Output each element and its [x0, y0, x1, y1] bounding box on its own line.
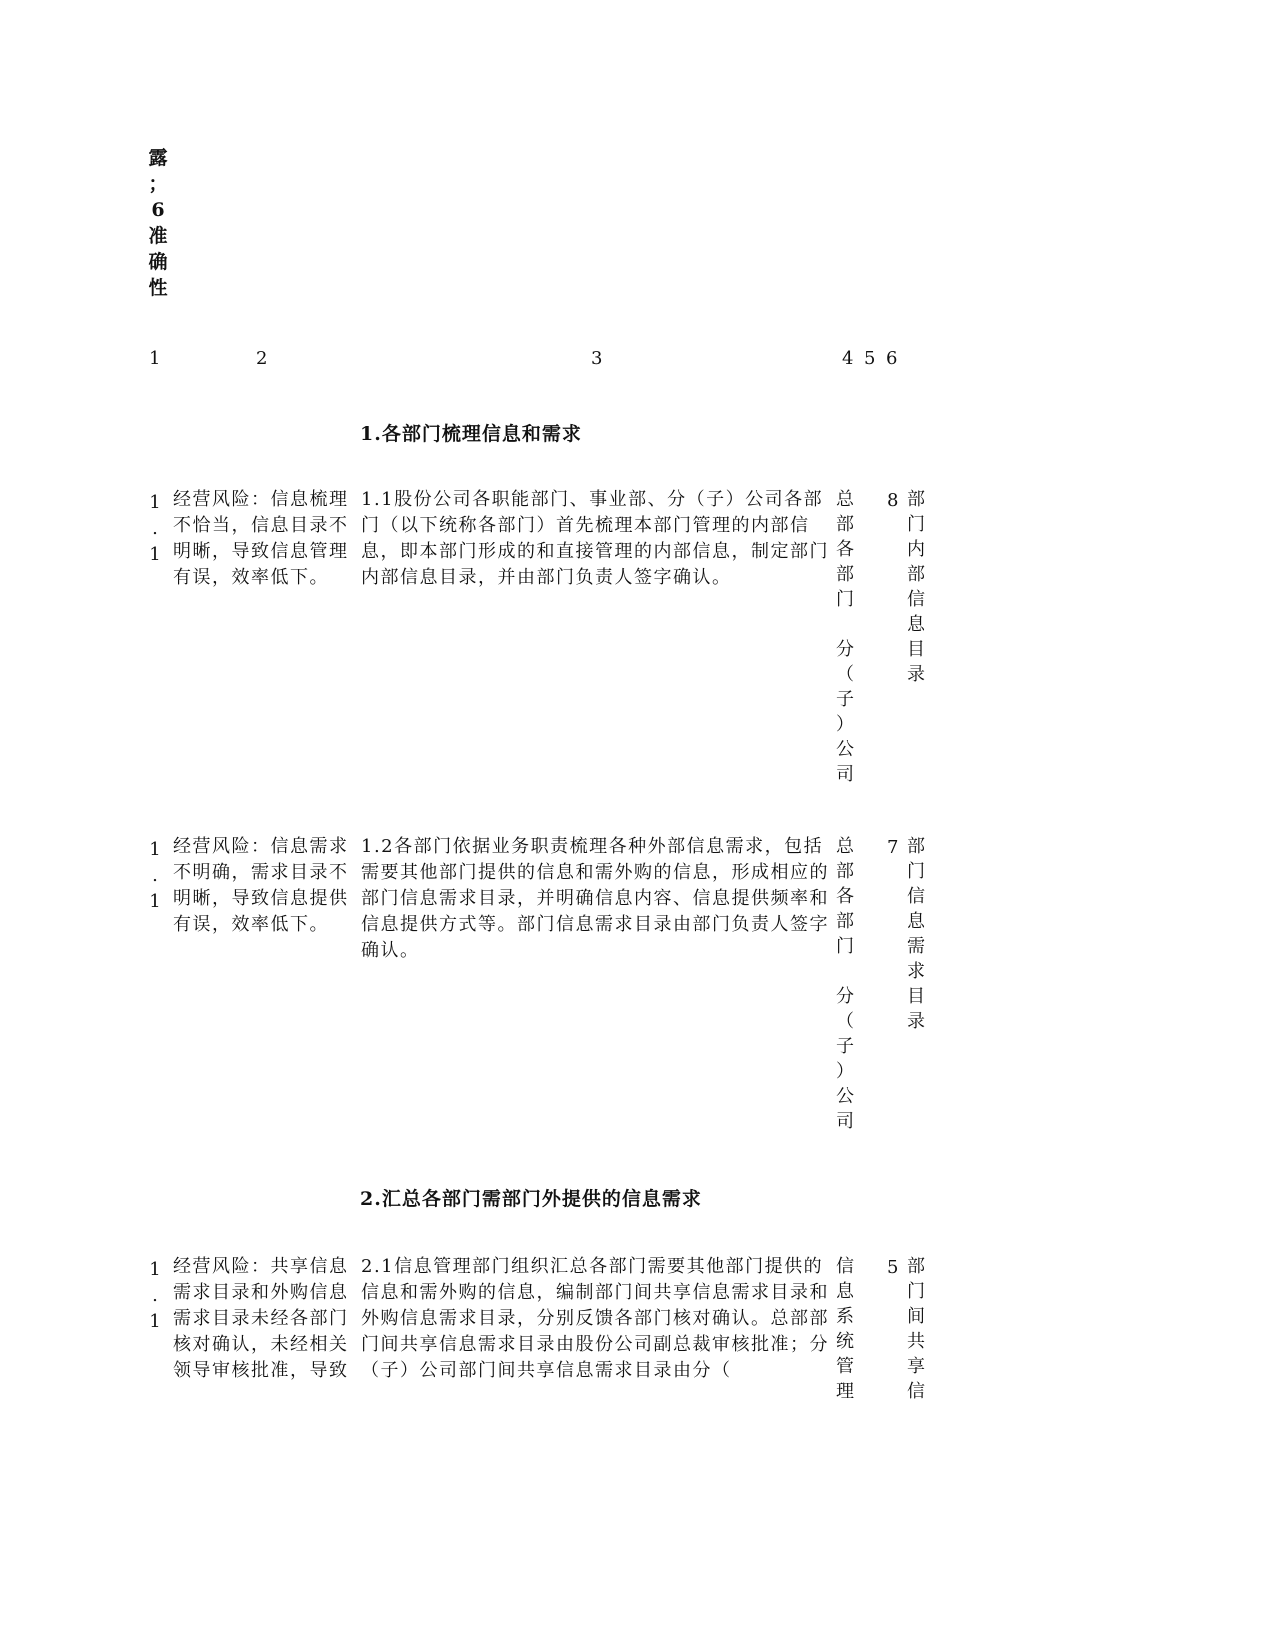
responsible-char [834, 959, 856, 984]
responsible-char: 部 [836, 911, 854, 932]
row-index-char: . [152, 865, 158, 886]
activity-cell: 1.1股份公司各职能部门、事业部、分（子）公司各部门（以下统称各部门）首先梳理本部门管理的内部信息，即本部门形成的和直接管理的内部信息，制定部门内部信息目录，并由部门负责人签字确认。 [361, 489, 829, 588]
responsible-char: 总 [836, 489, 854, 510]
output-char: 门 [907, 1281, 925, 1302]
output-char: 门 [907, 514, 925, 535]
section-heading: 1.各部门梳理信息和需求 [360, 423, 582, 445]
output-char: 享 [907, 1356, 925, 1377]
output-char: 息 [907, 614, 925, 635]
output-cell [904, 1254, 928, 1404]
responsible-char: 公 [836, 1086, 854, 1107]
responsible-char: 司 [836, 1111, 854, 1132]
responsible-char: 总 [836, 836, 854, 857]
responsible-char: 司 [836, 764, 854, 785]
column-number: 5 [864, 348, 876, 369]
responsible-char: ） [836, 1061, 854, 1082]
output-char: 内 [907, 539, 925, 560]
risk-cell: 经营风险：信息梳理不恰当，信息目录不明晰，导致信息管理有误，效率低下。 [173, 489, 349, 588]
responsible-char: 部 [836, 861, 854, 882]
col5-value: 7 [887, 837, 899, 858]
output-char: 目 [907, 986, 925, 1007]
activity-cell: 1.2各部门依据业务职责梳理各种外部信息需求，包括需要其他部门提供的信息和需外购的信息，形成相应的部门信息需求目录，并明确信息内容、信息提供频率和信息提供方式等。部门信息需求目录由部门负责人签字确认。 [361, 836, 829, 961]
responsible-cell [834, 1254, 856, 1404]
column-number: 1 [149, 348, 161, 369]
column-number: 2 [256, 348, 268, 369]
responsible-char: 理 [836, 1381, 854, 1402]
responsible-char: 分 [836, 639, 854, 660]
output-cell [904, 834, 928, 1034]
responsible-char: 公 [836, 739, 854, 760]
responsible-char: 息 [836, 1281, 854, 1302]
column-number: 3 [591, 348, 603, 369]
risk-cell: 经营风险：共享信息需求目录和外购信息需求目录未经各部门核对确认，未经相关领导审核批准，导致 [173, 1256, 349, 1381]
responsible-char: 系 [836, 1306, 854, 1327]
output-char: 录 [907, 1011, 925, 1032]
row-index-char: . [152, 518, 158, 539]
output-char: 需 [907, 936, 925, 957]
column-number: 6 [886, 348, 898, 369]
responsible-char: 分 [836, 986, 854, 1007]
output-char: 求 [907, 961, 925, 982]
column-number: 4 [842, 348, 854, 369]
top-fragment-char: ； [148, 173, 168, 195]
row-index-char: 1 [149, 1259, 161, 1280]
responsible-char: 门 [836, 936, 854, 957]
responsible-char: （ [836, 1011, 854, 1032]
responsible-cell [834, 487, 856, 787]
output-char: 信 [907, 1381, 925, 1402]
responsible-char: 部 [836, 514, 854, 535]
output-char: 间 [907, 1306, 925, 1327]
responsible-char: ） [836, 714, 854, 735]
top-fragment-char: 露 [148, 147, 168, 169]
output-char: 门 [907, 861, 925, 882]
responsible-char: 信 [836, 1256, 854, 1277]
responsible-char: （ [836, 664, 854, 685]
row-index-char: 1 [149, 544, 161, 565]
output-char: 录 [907, 664, 925, 685]
row-index [143, 1257, 167, 1335]
output-char: 目 [907, 639, 925, 660]
top-fragment [147, 145, 169, 301]
row-index-char: 1 [149, 492, 161, 513]
activity-cell: 2.1信息管理部门组织汇总各部门需要其他部门提供的信息和需外购的信息，编制部门间共享信息需求目录和外购信息需求目录，分别反馈各部门核对确认。总部部门间共享信息需求目录由股份公司副总裁审核批准；分（子）公司部门间共享信息需求目录由分（ [361, 1256, 829, 1381]
col5-value: 5 [887, 1257, 899, 1278]
top-fragment-char: 确 [148, 251, 168, 273]
row-index [143, 837, 167, 915]
row-index-char: . [152, 1285, 158, 1306]
top-fragment-char: 6 [151, 199, 165, 221]
responsible-char: 管 [836, 1356, 854, 1377]
output-char: 部 [907, 489, 925, 510]
responsible-char [834, 612, 856, 637]
output-char: 部 [907, 836, 925, 857]
responsible-char: 统 [836, 1331, 854, 1352]
responsible-char: 子 [836, 1036, 854, 1057]
responsible-cell [834, 834, 856, 1134]
top-fragment-char: 准 [148, 225, 168, 247]
col5-value: 8 [887, 490, 899, 511]
row-index-char: 1 [149, 891, 161, 912]
responsible-char: 门 [836, 589, 854, 610]
output-char: 信 [907, 886, 925, 907]
row-index-char: 1 [149, 839, 161, 860]
responsible-char: 各 [836, 886, 854, 907]
responsible-char: 部 [836, 564, 854, 585]
output-char: 息 [907, 911, 925, 932]
row-index [143, 490, 167, 568]
top-fragment-char: 性 [148, 277, 168, 299]
risk-cell: 经营风险：信息需求不明确，需求目录不明晰，导致信息提供有误，效率低下。 [173, 836, 349, 935]
output-char: 共 [907, 1331, 925, 1352]
output-char: 信 [907, 589, 925, 610]
output-char: 部 [907, 1256, 925, 1277]
output-char: 部 [907, 564, 925, 585]
responsible-char: 子 [836, 689, 854, 710]
responsible-char: 各 [836, 539, 854, 560]
section-heading: 2.汇总各部门需部门外提供的信息需求 [360, 1188, 702, 1210]
row-index-char: 1 [149, 1311, 161, 1332]
output-cell [904, 487, 928, 687]
